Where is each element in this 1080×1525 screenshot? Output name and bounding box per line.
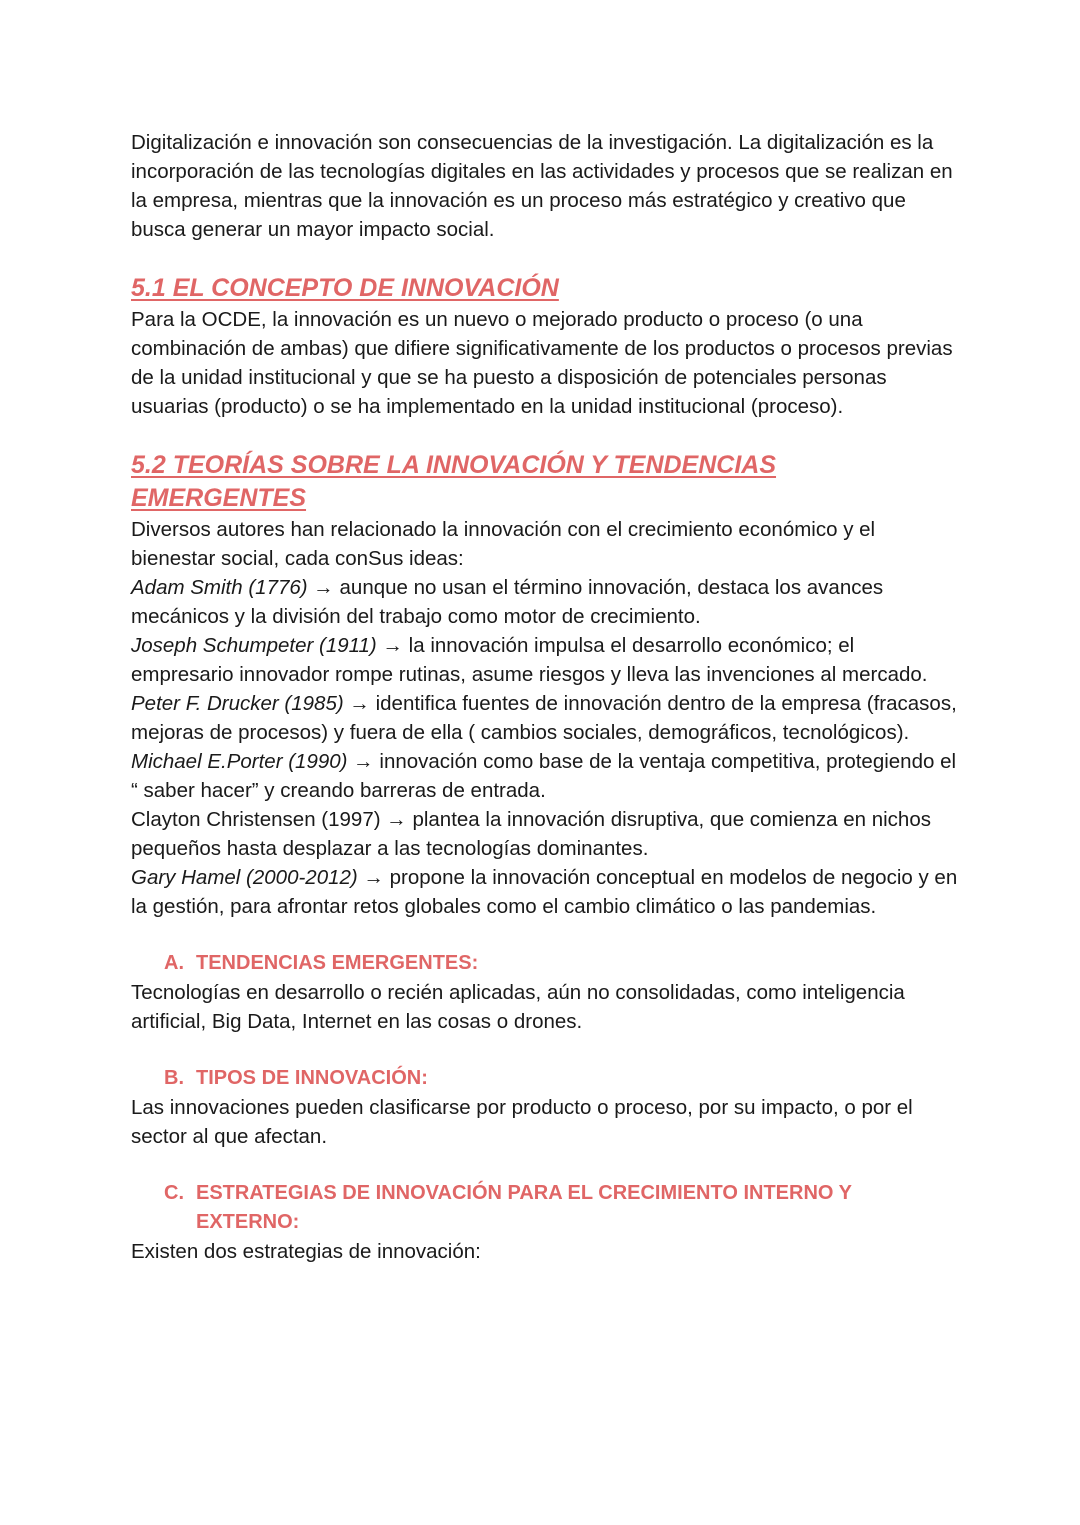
arrow-icon: → xyxy=(357,866,390,889)
theory-item xyxy=(131,631,961,689)
section-5-1-heading: 5.1 EL CONCEPTO DE INNOVACIÓN xyxy=(131,274,559,302)
theory-author: Peter F. Drucker (1985) xyxy=(131,692,344,715)
section-5-2-intro: Diversos autores han relacionado la innovación con el crecimiento económico y el bienestar social, cada conSus ideas: xyxy=(131,518,876,570)
arrow-icon: → xyxy=(347,750,380,773)
list-marker: C. xyxy=(164,1182,184,1204)
theory-item xyxy=(131,805,961,863)
theory-text: aunque no usan el término innovación, destaca los avances mecánicos y la división del trabajo como motor de crecimiento. xyxy=(131,576,884,628)
subsection-a-body: Tecnologías en desarrollo o recién aplicadas, aún no consolidadas, como inteligencia artificial, Big Data, Internet en las cosas o drones. xyxy=(131,981,905,1033)
arrow-icon: → xyxy=(343,692,376,715)
subsection-title: ESTRATEGIAS DE INNOVACIÓN PARA EL CRECIMIENTO INTERNO Y EXTERNO: xyxy=(196,1182,852,1233)
theory-author: Michael E.Porter (1990) xyxy=(131,750,348,773)
subsection-b-heading xyxy=(131,1064,961,1093)
list-marker: A. xyxy=(164,952,184,974)
theory-author: Adam Smith (1776) xyxy=(131,576,308,599)
spacer xyxy=(131,244,961,272)
spacer xyxy=(131,421,961,449)
subsection-c-heading xyxy=(131,1179,924,1237)
theory-author: Clayton Christensen (1997) xyxy=(131,808,381,831)
arrow-icon: → xyxy=(376,634,409,657)
subsection-title: TENDENCIAS EMERGENTES: xyxy=(196,952,479,974)
section-5-2-heading: 5.2 TEORÍAS SOBRE LA INNOVACIÓN Y TENDENCIAS EMERGENTES xyxy=(131,451,777,512)
theory-text: propone la innovación conceptual en modelos de negocio y en la gestión, para afrontar retos globales como el cambio climático o las pandemias. xyxy=(131,866,958,918)
theory-item xyxy=(131,689,961,747)
spacer xyxy=(131,921,961,949)
subsection-c-body: Existen dos estrategias de innovación: xyxy=(131,1240,481,1263)
theory-text: identifica fuentes de innovación dentro de la empresa (fracasos, mejoras de procesos) y fuera de ella ( cambios sociales, demográficos, tecnológicos). xyxy=(131,692,957,744)
theory-item xyxy=(131,747,961,805)
subsection-b-body: Las innovaciones pueden clasificarse por producto o proceso, por su impacto, o por el sector al que afectan. xyxy=(131,1096,913,1148)
theory-text: la innovación impulsa el desarrollo económico; el empresario innovador rompe rutinas, asume riesgos y lleva las invenciones al mercado. xyxy=(131,634,928,686)
intro-paragraph: Digitalización e innovación son consecuencias de la investigación. La digitalización es la incorporación de las tecnologías digitales en las actividades y procesos que se realizan en la empresa, mientras que la innovación es un proceso más estratégico y creativo que busca generar un mayor impacto social. xyxy=(131,131,953,241)
theory-text: plantea la innovación disruptiva, que comienza en nichos pequeños hasta desplazar a las tecnologías dominantes. xyxy=(131,808,931,860)
theory-author: Joseph Schumpeter (1911) xyxy=(131,634,377,657)
list-marker: B. xyxy=(164,1067,184,1089)
theory-item xyxy=(131,573,961,631)
subsection-a-heading xyxy=(131,949,961,978)
section-5-1-body: Para la OCDE, la innovación es un nuevo o mejorado producto o proceso (o una combinación de ambas) que difiere significativamente de los productos o procesos previas de la unidad institucional y que se ha puesto a disposición de potenciales personas usuarias (producto) o se ha implementado en la unidad institucional (proceso). xyxy=(131,308,953,418)
theory-author: Gary Hamel (2000-2012) xyxy=(131,866,358,889)
arrow-icon: → xyxy=(380,808,413,831)
arrow-icon: → xyxy=(307,576,340,599)
spacer xyxy=(131,1151,961,1179)
theory-item xyxy=(131,863,961,921)
theory-text: innovación como base de la ventaja competitiva, protegiendo el “ saber hacer” y creando barreras de entrada. xyxy=(131,750,957,802)
document-page xyxy=(131,128,961,1266)
subsection-title: TIPOS DE INNOVACIÓN: xyxy=(196,1067,428,1089)
spacer xyxy=(131,1036,961,1064)
